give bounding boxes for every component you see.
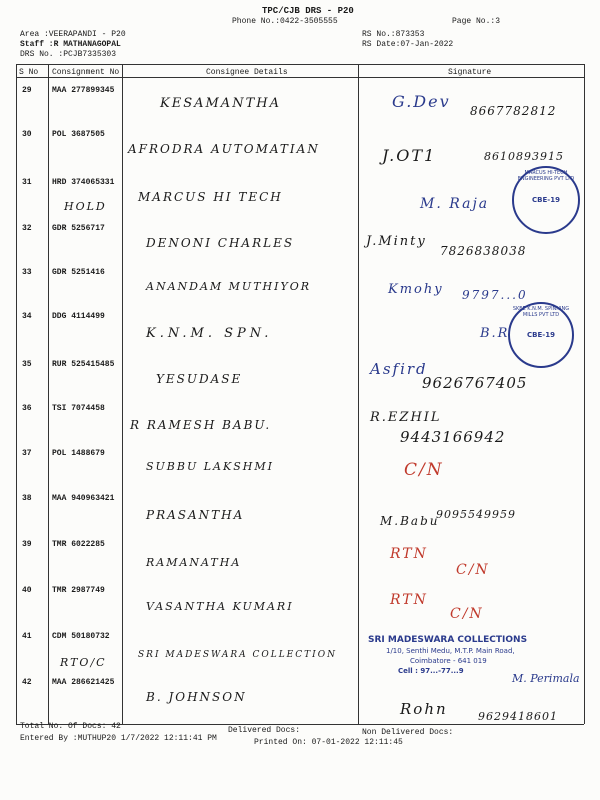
col-header-consignment: Consignment No xyxy=(52,68,120,77)
row-consignee: SUBBU LAKSHMI xyxy=(146,460,274,473)
row-phone: 8667782812 xyxy=(470,104,557,118)
row-consignment: POL 3687505 xyxy=(52,130,105,139)
row-consignment: TMR 2987749 xyxy=(52,586,105,595)
non-delivered-docs: Non Delivered Docs: xyxy=(362,728,454,737)
row-consignment: GDR 5251416 xyxy=(52,268,105,277)
row-signature: G.Dev xyxy=(392,92,451,111)
row-consignee: R RAMESH BABU. xyxy=(130,418,272,432)
entered-by: Entered By :MUTHUP20 1/7/2022 12:11:41 PM xyxy=(20,734,217,743)
row-rto-note: RTO/C xyxy=(60,656,107,669)
stamp-ring-text: SKEE K.N.M. SPINNING MILLS PVT LTD xyxy=(512,306,570,318)
row-phone: 9626767405 xyxy=(422,374,528,392)
row-consignment: HRD 374065331 xyxy=(52,178,115,187)
table-right-border xyxy=(584,64,585,724)
row-sno: 34 xyxy=(22,312,32,321)
phone-number: Phone No.:0422-3505555 xyxy=(232,17,338,26)
col-divider-3 xyxy=(358,64,359,724)
row-consignee: AFRODRA AUTOMATIAN xyxy=(128,142,320,156)
col-divider-2 xyxy=(122,64,123,724)
row-sno: 38 xyxy=(22,494,32,503)
area-label: Area :VEERAPANDI - P20 xyxy=(20,30,126,39)
row-cn-note: C/N xyxy=(450,606,484,622)
row-consignee: YESUDASE xyxy=(156,372,243,386)
row-consignment: TSI 7074458 xyxy=(52,404,105,413)
row-consignee: PRASANTHA xyxy=(146,508,245,522)
marcus-company-stamp xyxy=(512,166,580,234)
table-top-border xyxy=(16,64,584,65)
row-sno: 39 xyxy=(22,540,32,549)
row-consignee: VASANTHA KUMARI xyxy=(146,600,294,613)
row-signature: Asfird xyxy=(370,360,428,378)
row-signature: M. Raja xyxy=(420,196,490,212)
row-consignee: SRI MADESWARA COLLECTION xyxy=(138,650,337,660)
row-consignment: MAA 277899345 xyxy=(52,86,115,95)
row-sno: 32 xyxy=(22,224,32,233)
skee-company-stamp xyxy=(508,302,574,368)
row-signature: M.Babu xyxy=(380,514,440,528)
row-signature: RTN xyxy=(390,546,428,562)
madeswara-signature: M. Perimala xyxy=(512,672,580,685)
row-hold-note: HOLD xyxy=(64,200,107,213)
row-sno: 42 xyxy=(22,678,32,687)
row-signature: Rohn xyxy=(400,700,448,718)
row-consignment: CDM 50180732 xyxy=(52,632,110,641)
stamp-company-name: SRI MADESWARA COLLECTIONS xyxy=(368,635,528,645)
table-left-border xyxy=(16,64,17,724)
row-sno: 31 xyxy=(22,178,32,187)
row-consignment: RUR 525415485 xyxy=(52,360,115,369)
col-header-signature: Signature xyxy=(448,68,492,77)
row-phone: 8610893915 xyxy=(484,150,564,163)
row-signature: B.R xyxy=(480,326,510,341)
delivered-docs: Delivered Docs: xyxy=(228,726,301,735)
drs-number: DRS No. :PCJB7335303 xyxy=(20,50,117,59)
row-sno: 37 xyxy=(22,449,32,458)
doc-title: TPC/CJB DRS - P20 xyxy=(262,6,354,16)
row-consignee: MARCUS HI TECH xyxy=(138,190,283,204)
row-consignment: MAA 940963421 xyxy=(52,494,115,503)
row-phone: 9095549959 xyxy=(436,508,516,521)
row-consignment: GDR 5256717 xyxy=(52,224,105,233)
row-phone: 9629418601 xyxy=(478,710,558,723)
row-sno: 35 xyxy=(22,360,32,369)
row-phone: 7826838038 xyxy=(440,244,527,258)
row-consignee: K.N.M. SPN. xyxy=(146,326,273,341)
stamp-ring-text: MARCUS HI-TECH ENGINEERING PVT LTD xyxy=(517,170,575,182)
row-consignment: TMR 6022285 xyxy=(52,540,105,549)
row-consignee: DENONI CHARLES xyxy=(146,236,295,250)
madeswara-address-stamp xyxy=(368,634,578,676)
row-consignment: POL 1488679 xyxy=(52,449,105,458)
header-bottom-border xyxy=(16,77,584,78)
col-header-consignee: Consignee Details xyxy=(206,68,288,77)
row-consignee: ANANDAM MUTHIYOR xyxy=(146,280,312,293)
row-cn-note: C/N xyxy=(456,562,490,578)
stamp-center-text: CBE-19 xyxy=(532,196,560,204)
row-sno: 41 xyxy=(22,632,32,641)
rs-date: RS Date:07-Jan-2022 xyxy=(362,40,454,49)
row-sno: 33 xyxy=(22,268,32,277)
row-signature: J.Minty xyxy=(366,234,427,249)
row-consignee: B. JOHNSON xyxy=(146,690,247,704)
row-sno: 36 xyxy=(22,404,32,413)
stamp-address-line-1: 1/10, Senthi Medu, M.T.P. Main Road, xyxy=(386,647,515,655)
printed-on: Printed On: 07-01-2022 12:11:45 xyxy=(254,738,403,747)
row-sno: 29 xyxy=(22,86,32,95)
stamp-cell-number: Cell : 97...-77...9 xyxy=(398,667,464,675)
col-divider-1 xyxy=(48,64,49,724)
stamp-center-text: CBE-19 xyxy=(527,331,555,339)
row-consignment: DDG 4114499 xyxy=(52,312,105,321)
row-signature: C/N xyxy=(404,460,444,480)
row-signature: J.OT1 xyxy=(382,146,437,165)
row-sno: 40 xyxy=(22,586,32,595)
col-header-sno: S No xyxy=(19,68,39,77)
row-signature: Kmohy xyxy=(388,282,444,297)
row-signature: R.EZHIL xyxy=(370,410,442,425)
row-signature: RTN xyxy=(390,592,428,608)
row-phone: 9797...0 xyxy=(462,288,528,302)
row-consignee: KESAMANTHA xyxy=(160,96,281,111)
row-consignee: RAMANATHA xyxy=(146,556,242,569)
staff-label: Staff :R MATHANAGOPAL xyxy=(20,40,121,49)
total-docs: Total No. Of Docs: 42 xyxy=(20,722,121,731)
rs-number: RS No.:873353 xyxy=(362,30,425,39)
row-consignment: MAA 286621425 xyxy=(52,678,115,687)
row-sno: 30 xyxy=(22,130,32,139)
page-number: Page No.:3 xyxy=(452,17,501,26)
row-phone: 9443166942 xyxy=(400,428,506,446)
stamp-address-line-2: Coimbatore - 641 019 xyxy=(410,657,487,665)
